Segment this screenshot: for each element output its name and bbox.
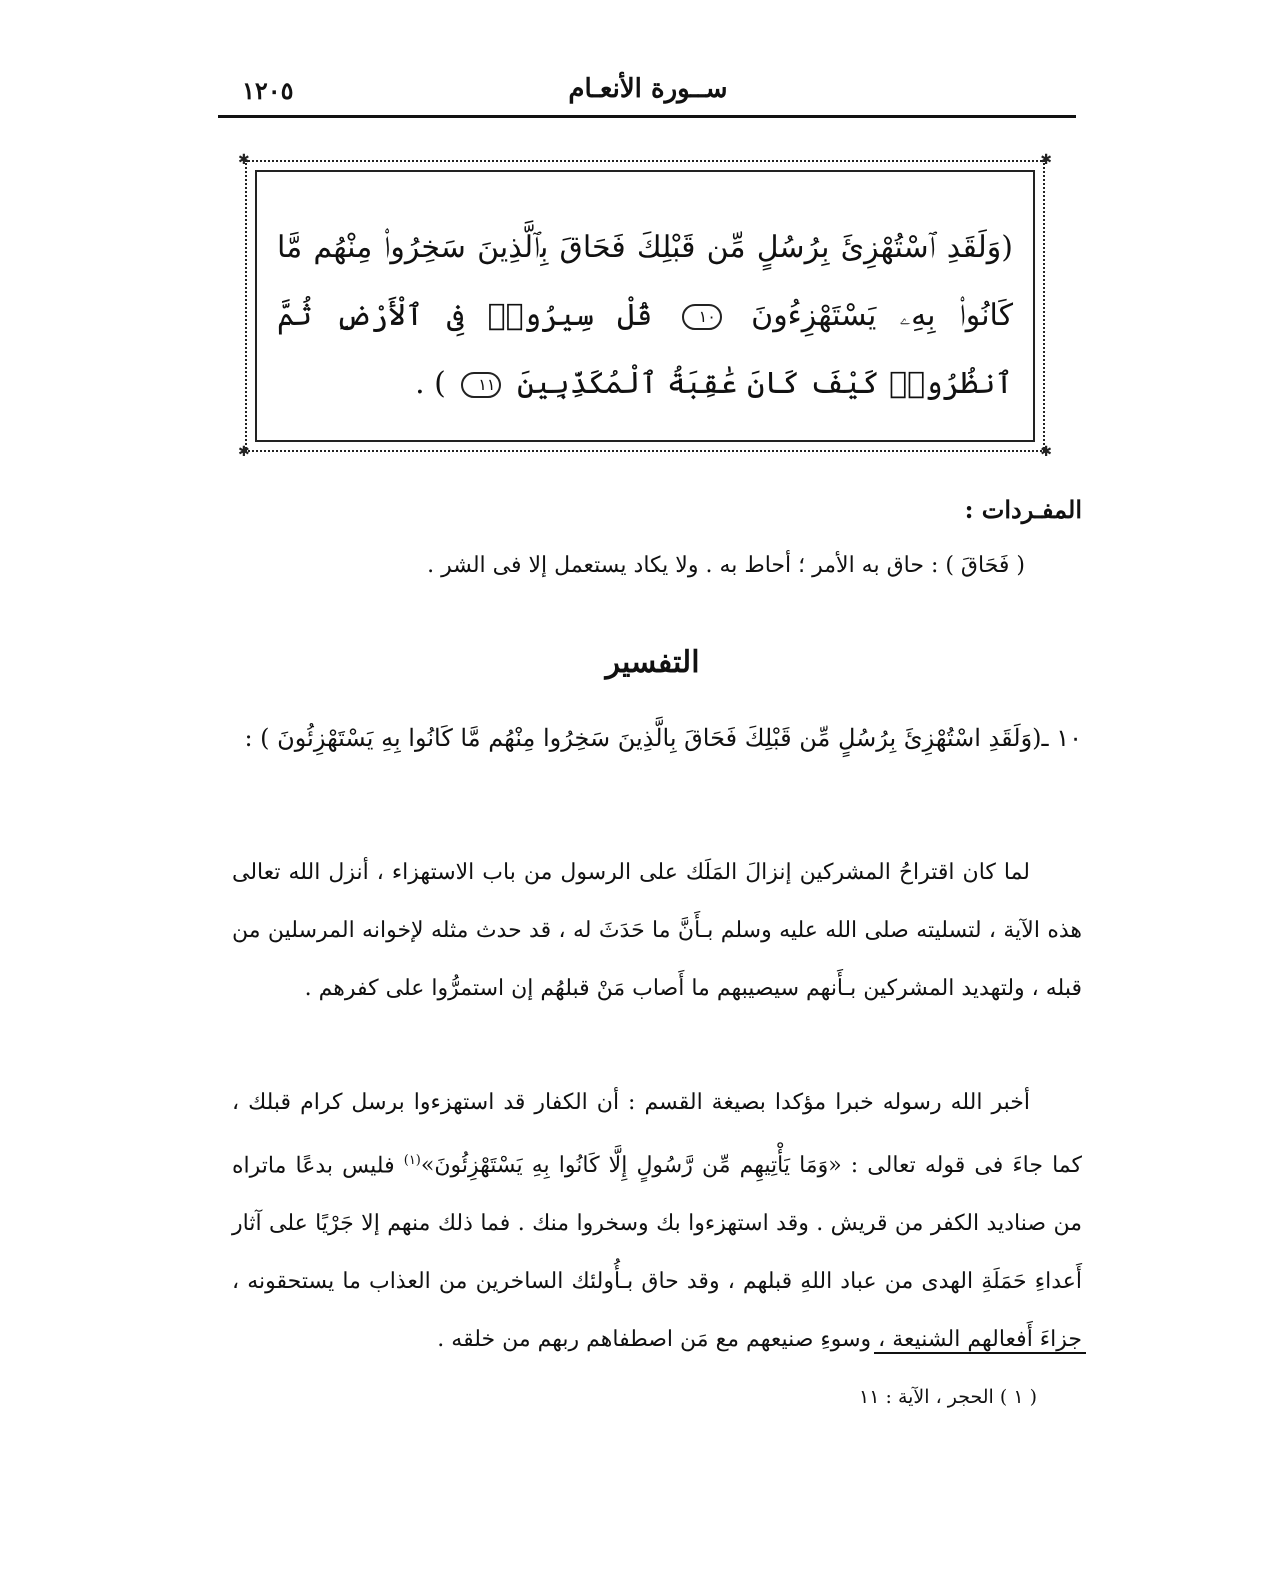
corner-star-icon: ✱ <box>238 152 250 168</box>
tafsir-paragraph-1 <box>232 844 1082 1018</box>
paragraph-text-part-2: فليس بدعًا ماتراه من صناديد الكفر من قريش . وقد استهزءوا بك وسخروا منك . فما ذلك منهم إلا جَرْيًا على آثار أَعداءِ حَمَلَةِ الهدى من عباد اللهِ قبلهم ، وقد حاق بـأُولئك الساخرين من العذاب ما يستحقونه ، جزاءَ أَفعالهم الشنيعة ، وسوءِ صنيعهم مع مَن اصطفاهم ربهم من خلقه . <box>232 1153 1082 1353</box>
corner-star-icon: ✱ <box>238 444 250 460</box>
paragraph-text-part-1: أخبر الله رسوله خبرا مؤكدا بصيغة القسم : أن الكفار قد استهزءوا برسل كرام قبلك ، كما جاءَ فى قوله تعالى : «وَمَا يَأْتِيهِم مِّن رَّسُولٍ إِلَّا كَانُوا بِهِ يَسْتَهْزِئُونَ» <box>232 1090 1082 1179</box>
running-header <box>218 70 1078 114</box>
vocabulary-label: المفـردات : <box>964 495 1082 524</box>
tafsir-heading: التفسير <box>605 645 700 680</box>
corner-star-icon: ✱ <box>1040 444 1052 460</box>
ayah-number-11: ١١ <box>461 372 501 398</box>
footnote-rule <box>874 1352 1086 1354</box>
header-rule <box>218 115 1076 118</box>
tafsir-verse-reference: ١٠ ـ(وَلَقَدِ اسْتُهْزِئَ بِرُسُلٍ مِّن قَبْلِكَ فَحَاقَ بِالَّذِينَ سَخِرُوا مِنْهُم مَّا كَانُوا بِهِ يَسْتَهْزِئُونَ ) : <box>244 724 1082 752</box>
footnote: ( ١ ) الحجر ، الآية : ١١ <box>859 1386 1037 1408</box>
vocabulary-entry: ( فَحَاقَ ) : حاق به الأمر ؛ أحاط به . ولا يكاد يستعمل إلا فى الشر . <box>427 553 1025 578</box>
corner-star-icon: ✱ <box>1040 152 1052 168</box>
ayah-number-10: ١٠ <box>682 304 722 330</box>
verse-11-text: قُلْ سِيرُوا۟ فِى ٱلْأَرْضِ ثُمَّ ٱنظُرُوا۟ كَيْفَ كَانَ عَٰقِبَةُ ٱلْمُكَذِّبِينَ <box>277 298 1013 401</box>
tafsir-paragraph-2 <box>232 1074 1082 1369</box>
verse-box <box>238 152 1052 460</box>
quran-verse-text <box>277 214 1013 418</box>
surah-title: ســورة الأنعـام <box>568 74 728 104</box>
verse-closing: ) . <box>415 366 446 401</box>
paragraph-text: لما كان اقتراحُ المشركين إنزالَ المَلَك على الرسول من باب الاستهزاء ، أنزل الله تعالى هذه الآية ، لتسليته صلى الله عليه وسلم بـأَنَّ ما حَدَثَ له ، قد حدث مثله لإخوانه المرسلين من قبله ، ولتهديد المشركين بـأَنهم سيصيبهم ما أَصاب مَنْ قبلهُم إن استمرُّوا على كفرهم . <box>232 860 1082 1001</box>
footnote-marker: (١) <box>403 1153 421 1168</box>
verse-10-text: (وَلَقَدِ ٱسْتُهْزِئَ بِرُسُلٍ مِّن قَبْلِكَ فَحَاقَ بِٱلَّذِينَ سَخِرُوا۟ مِنْهُم مَّا كَانُوا۟ بِهِۦ يَسْتَهْزِءُونَ <box>277 230 1013 333</box>
page-number: ١٢٠٥ <box>242 76 294 105</box>
